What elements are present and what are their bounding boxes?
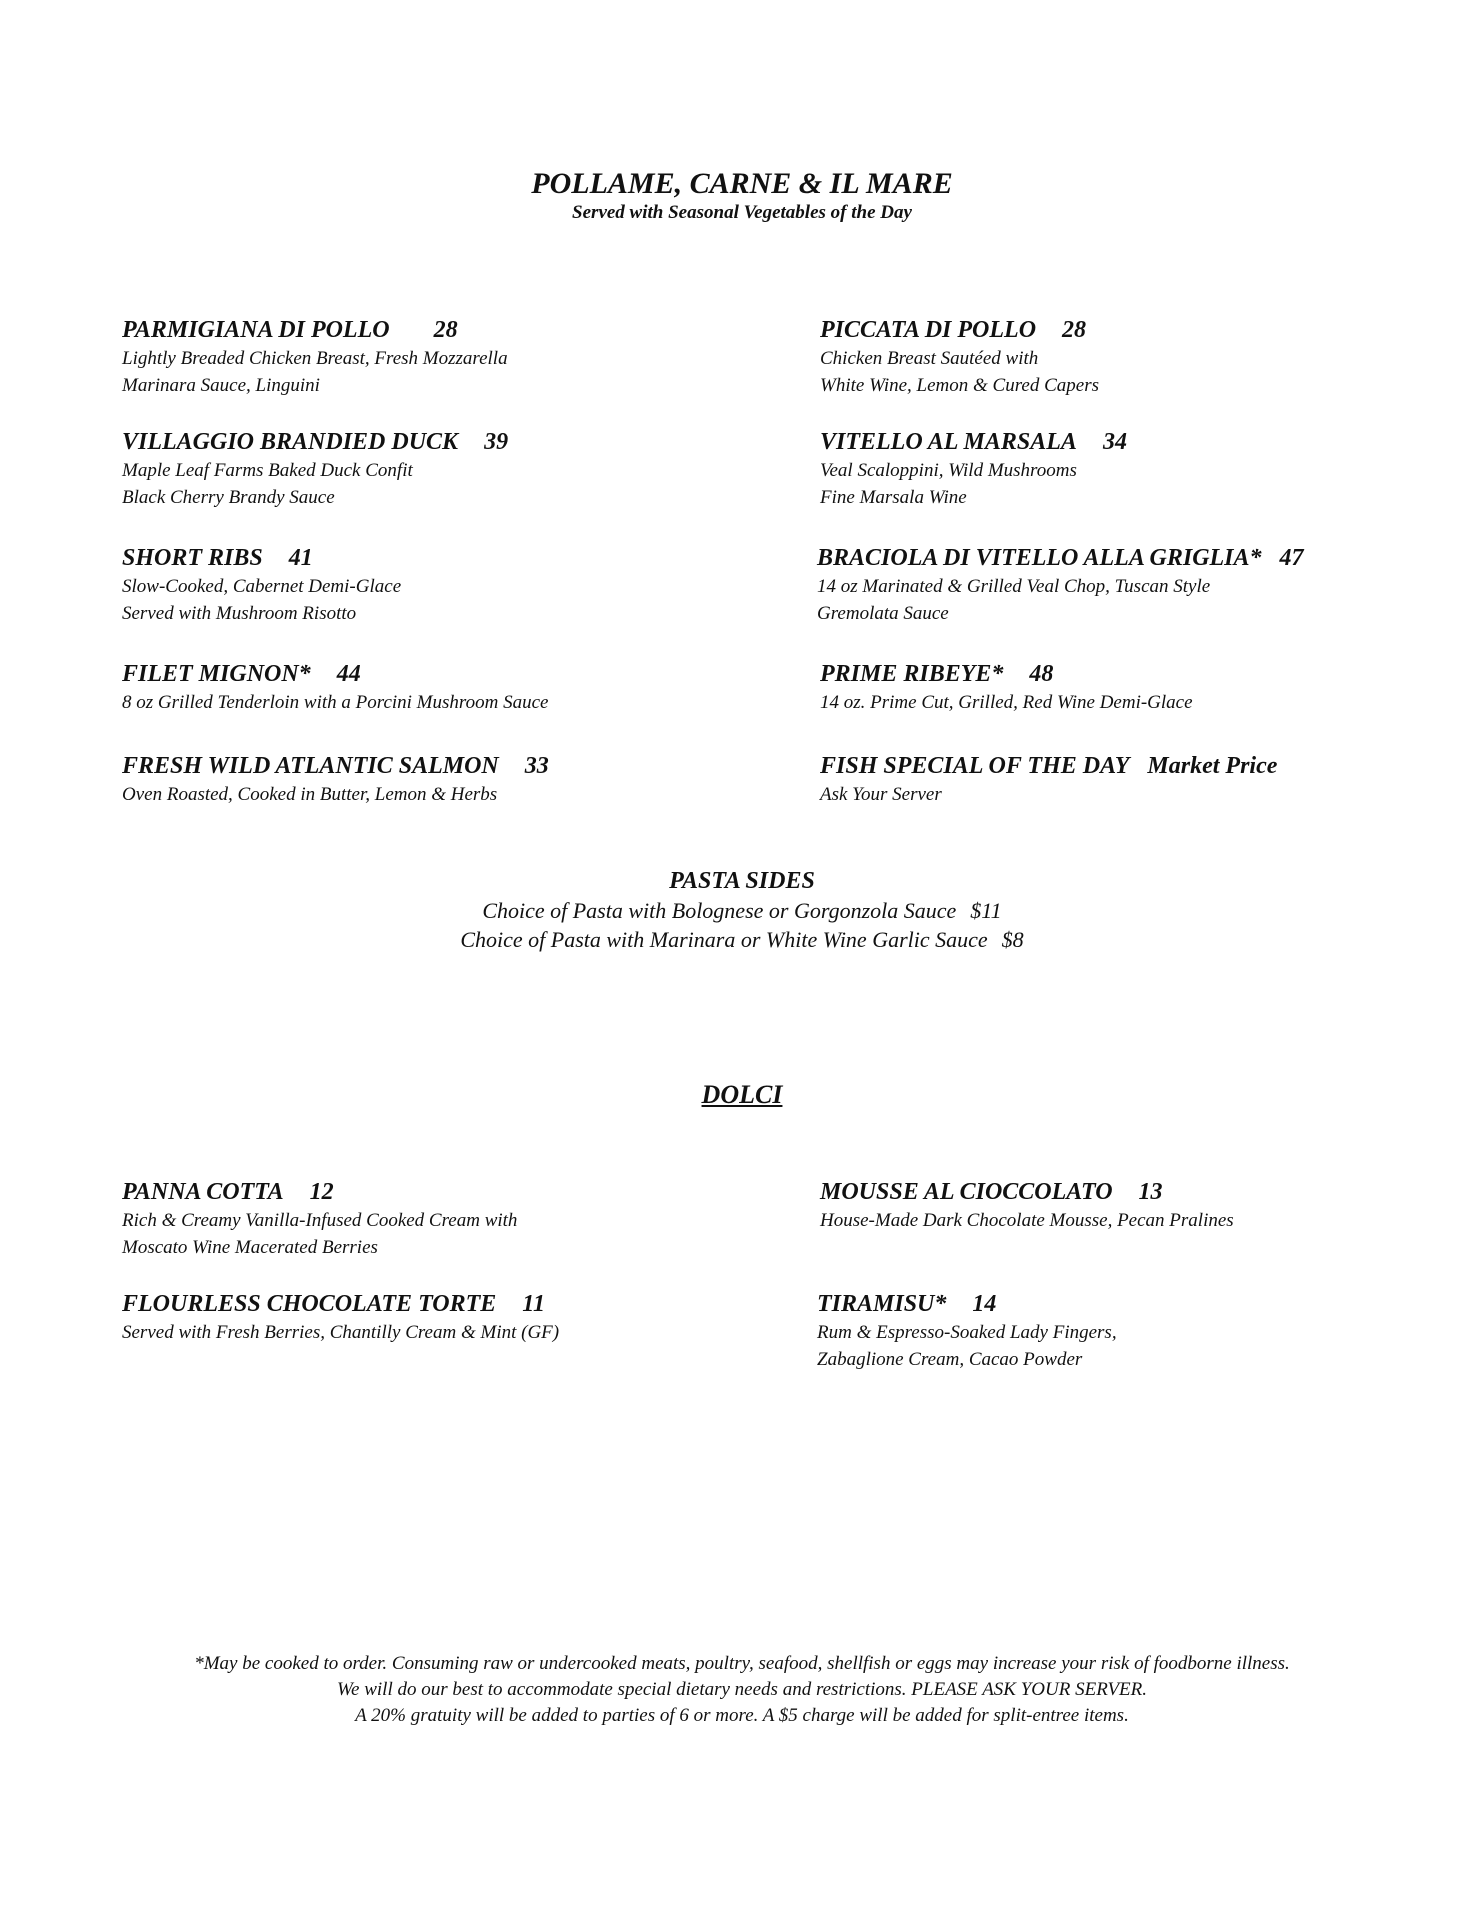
item-price: 34 [1102, 429, 1127, 455]
pasta-side-price: $11 [970, 898, 1002, 923]
item-description: Rum & Espresso-Soaked Lady Fingers, Zabaglione Cream, Cacao Powder [817, 1322, 1117, 1370]
footer-line: A 20% gratuity will be added to parties of 6 or more. A $5 charge will be added for split-entree items. [355, 1705, 1129, 1726]
item-name: PANNA COTTA [122, 1179, 284, 1205]
menu-item [820, 316, 1420, 399]
pasta-side-line: Choice of Pasta with Marinara or White Wine Garlic Sauce $8 [460, 927, 1024, 952]
item-description: Oven Roasted, Cooked in Butter, Lemon & Herbs [122, 784, 498, 805]
item-name: PICCATA DI POLLO [820, 317, 1037, 343]
item-description: House-Made Dark Chocolate Mousse, Pecan Pralines [820, 1210, 1234, 1231]
item-price: 48 [1029, 661, 1054, 687]
menu-item [820, 660, 1420, 716]
dessert-item [122, 1290, 722, 1346]
item-description: Slow-Cooked, Cabernet Demi-Glace Served with Mushroom Risotto [122, 576, 402, 624]
item-name: TIRAMISU* [817, 1291, 947, 1317]
item-description: Rich & Creamy Vanilla-Infused Cooked Cream with Moscato Wine Macerated Berries [122, 1210, 518, 1258]
item-name: VILLAGGIO BRANDIED DUCK [122, 429, 459, 455]
pasta-sides-title: PASTA SIDES [669, 868, 815, 894]
menu-item [122, 752, 722, 808]
dolci-title: DOLCI [701, 1080, 783, 1109]
item-price: 28 [433, 317, 458, 343]
item-name: FLOURLESS CHOCOLATE TORTE [122, 1291, 497, 1317]
dolci-header [0, 1080, 1484, 1110]
item-name: PARMIGIANA DI POLLO [122, 317, 390, 343]
item-name: PRIME RIBEYE* [820, 661, 1004, 687]
item-description: Chicken Breast Sautéed with White Wine, Lemon & Cured Capers [820, 348, 1099, 396]
item-price: 12 [309, 1179, 334, 1205]
menu-item [820, 752, 1420, 808]
item-price: 47 [1279, 545, 1304, 571]
pasta-sides-section [0, 866, 1484, 954]
item-price: 33 [524, 753, 549, 779]
dessert-item [817, 1290, 1417, 1373]
item-price: 39 [484, 429, 509, 455]
item-name: FRESH WILD ATLANTIC SALMON [122, 753, 499, 779]
dessert-item [820, 1178, 1420, 1234]
footer-notice [0, 1651, 1484, 1729]
item-description: Maple Leaf Farms Baked Duck Confit Black Cherry Brandy Sauce [122, 460, 413, 508]
item-price: 44 [336, 661, 361, 687]
item-description: Served with Fresh Berries, Chantilly Cream & Mint (GF) [122, 1322, 560, 1343]
item-description: 14 oz. Prime Cut, Grilled, Red Wine Demi-Glace [820, 692, 1193, 713]
section-header [0, 167, 1484, 225]
item-price: 14 [972, 1291, 997, 1317]
item-price: Market Price [1147, 753, 1278, 779]
item-description: Lightly Breaded Chicken Breast, Fresh Mozzarella Marinara Sauce, Linguini [122, 348, 508, 396]
item-name: MOUSSE AL CIOCCOLATO [820, 1179, 1113, 1205]
item-name: FISH SPECIAL OF THE DAY [820, 753, 1130, 779]
menu-item [122, 428, 722, 511]
footer-line: We will do our best to accommodate special dietary needs and restrictions. PLEASE ASK YOUR SERVER. [336, 1679, 1148, 1700]
menu-item [817, 544, 1457, 627]
menu-item [122, 660, 722, 716]
footer-line: *May be cooked to order. Consuming raw or undercooked meats, poultry, seafood, shellfish or eggs may increase your risk of foodborne illness. [194, 1653, 1290, 1674]
pasta-side-price: $8 [1001, 927, 1024, 952]
item-name: FILET MIGNON* [122, 661, 311, 687]
item-description: Ask Your Server [820, 784, 942, 805]
section-title: POLLAME, CARNE & IL MARE [531, 167, 953, 200]
item-price: 13 [1138, 1179, 1163, 1205]
item-name: VITELLO AL MARSALA [820, 429, 1077, 455]
menu-item [820, 428, 1420, 511]
item-description: 14 oz Marinated & Grilled Veal Chop, Tuscan Style Gremolata Sauce [817, 576, 1211, 624]
pasta-side-line: Choice of Pasta with Bolognese or Gorgonzola Sauce $11 [482, 898, 1002, 923]
item-name: BRACIOLA DI VITELLO ALLA GRIGLIA* [817, 545, 1262, 571]
item-description: Veal Scaloppini, Wild Mushrooms Fine Marsala Wine [820, 460, 1077, 508]
item-price: 11 [522, 1291, 545, 1317]
menu-item [122, 544, 722, 627]
item-name: SHORT RIBS [122, 545, 263, 571]
section-subtitle: Served with Seasonal Vegetables of the Day [572, 202, 912, 223]
item-price: 28 [1062, 317, 1087, 343]
item-description: 8 oz Grilled Tenderloin with a Porcini Mushroom Sauce [122, 692, 549, 713]
item-price: 41 [288, 545, 313, 571]
menu-item [122, 316, 722, 399]
dessert-item [122, 1178, 722, 1261]
